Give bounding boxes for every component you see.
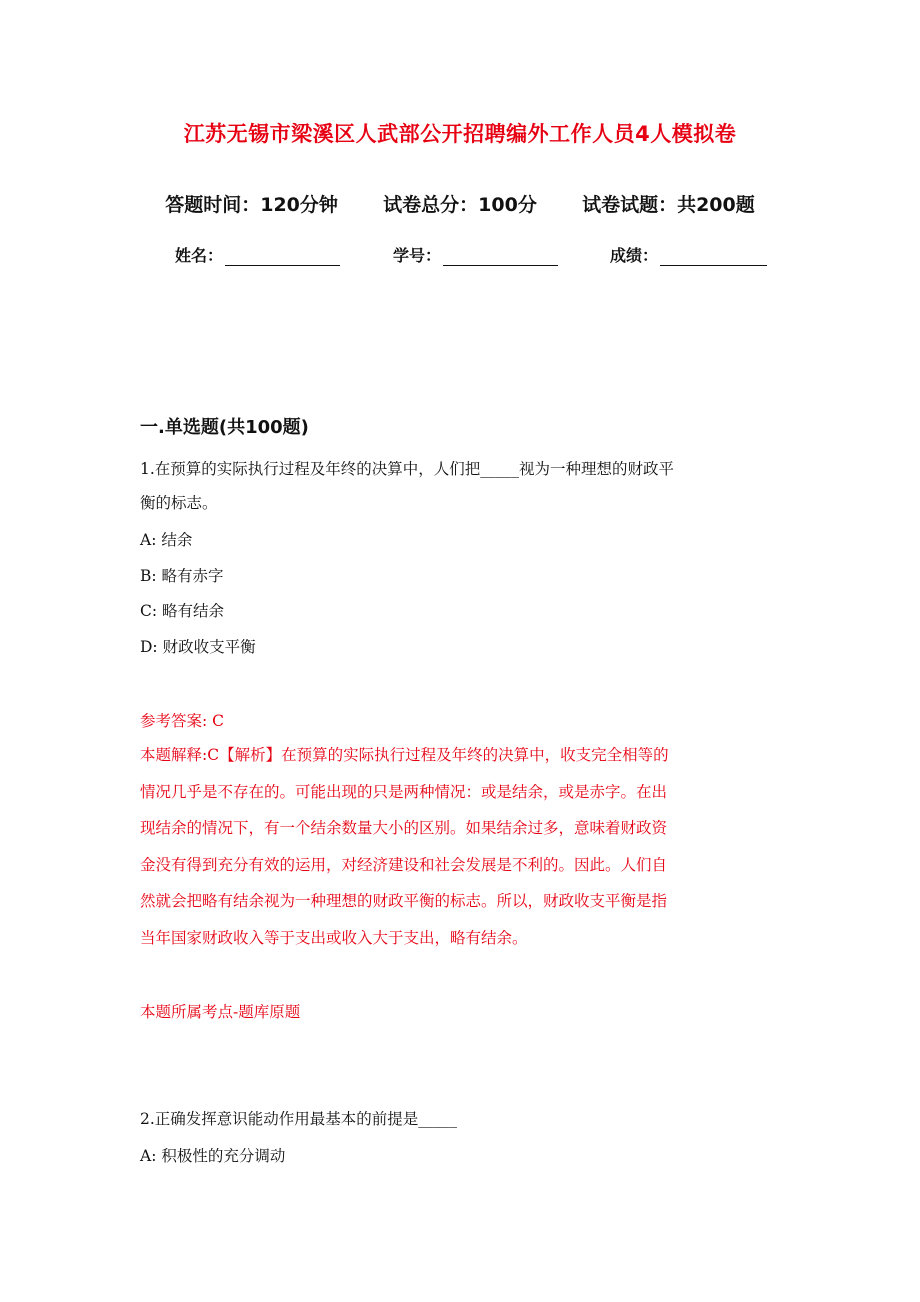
- question-1-answer: 参考答案: C: [140, 712, 225, 730]
- question-1-option-c: C: 略有结余: [140, 602, 225, 620]
- question-1-stem-line: 1.在预算的实际执行过程及年终的决算中，人们把_____视为一种理想的财政平: [140, 460, 675, 478]
- grade-label: 成绩：: [610, 246, 659, 265]
- exam-time: 答题时间：120分钟: [165, 194, 338, 216]
- explanation-line: 当年国家财政收入等于支出或收入大于支出，略有结余。: [140, 928, 528, 947]
- question-1-option-b: B: 略有赤字: [140, 567, 224, 585]
- grade-field: [610, 243, 767, 266]
- question-1-stem: [140, 452, 780, 520]
- section-heading: 一.单选题(共100题): [140, 417, 309, 438]
- question-2-option-a: A: 积极性的充分调动: [140, 1147, 286, 1165]
- grade-blank: [660, 249, 767, 266]
- question-1-explanation: [140, 737, 780, 957]
- question-2-stem: 2.正确发挥意识能动作用最基本的前提是_____: [140, 1110, 458, 1128]
- name-field: [175, 243, 340, 266]
- exam-meta-row: [0, 190, 920, 217]
- explanation-line: 然就会把略有结余视为一种理想的财政平衡的标志。所以，财政收支平衡是指: [140, 892, 668, 911]
- question-1-option-a: A: 结余: [140, 531, 193, 549]
- explanation-line: 情况几乎是不存在的。可能出现的只是两种情况：或是结余，或是赤字。在出: [140, 782, 668, 801]
- question-1-option-d: D: 财政收支平衡: [140, 638, 256, 656]
- question-1-knowledge-point: 本题所属考点-题库原题: [140, 1003, 301, 1021]
- name-blank: [225, 249, 340, 266]
- name-label: 姓名：: [175, 246, 224, 265]
- id-blank: [443, 249, 558, 266]
- id-label: 学号：: [393, 246, 442, 265]
- question-1-stem-line: 衡的标志。: [140, 494, 218, 512]
- explanation-line: 现结余的情况下，有一个结余数量大小的区别。如果结余过多，意味着财政资: [140, 819, 668, 838]
- document-title: 江苏无锡市梁溪区人武部公开招聘编外工作人员4人模拟卷: [183, 122, 737, 146]
- explanation-line: 本题解释:C【解析】在预算的实际执行过程及年终的决算中，收支完全相等的: [140, 746, 669, 764]
- exam-total-score: 试卷总分：100分: [383, 194, 537, 216]
- explanation-line: 金没有得到充分有效的运用，对经济建设和社会发展是不利的。因此。人们自: [140, 855, 668, 874]
- id-field: [393, 243, 558, 266]
- exam-question-count: 试卷试题：共200题: [582, 194, 755, 216]
